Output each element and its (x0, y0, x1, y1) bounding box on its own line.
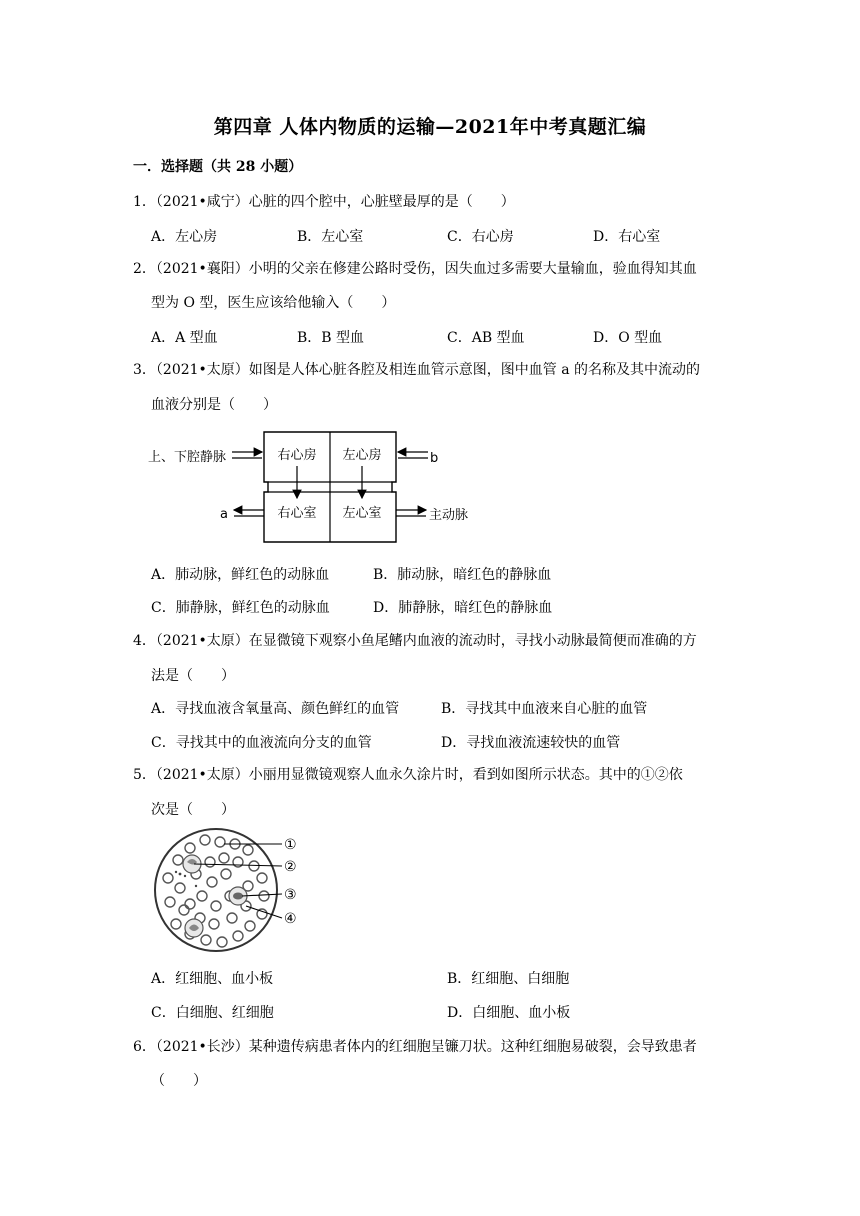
question-3-option-d: D．肺静脉，暗红色的静脉血 (373, 600, 553, 616)
question-1-option-c: C．右心房 (447, 229, 514, 245)
question-3-text-line-2: 血液分别是（ ） (151, 397, 277, 413)
question-5-option-c: C．白细胞、红细胞 (151, 1005, 274, 1021)
question-5-text-line-1: 5．（2021•太原）小丽用显微镜观察人血永久涂片时，看到如图所示状态。其中的①②依 (133, 767, 683, 783)
question-6-text-line-1: 6．（2021•长沙）某种遗传病患者体内的红细胞呈镰刀状。这种红细胞易破裂，会导致患者 (133, 1039, 697, 1055)
question-4-text-line-2: 法是（ ） (151, 668, 235, 684)
question-5-option-d: D．白细胞、血小板 (447, 1005, 571, 1021)
question-5-option-a: A．红细胞、血小板 (151, 971, 274, 987)
question-2-text-line-2: 型为 O 型，医生应该给他输入（ ） (151, 295, 396, 311)
label-b: b (430, 451, 439, 466)
question-3-option-c: C．肺静脉，鲜红色的动脉血 (151, 600, 330, 616)
marker-3: ③ (284, 887, 297, 903)
question-2-option-b: B．B 型血 (297, 330, 365, 346)
question-1-text: 1．（2021•咸宁）心脏的四个腔中，心脏壁最厚的是（ ） (133, 194, 515, 210)
right-ventricle-label: 右心室 (277, 506, 317, 521)
question-2-option-c: C．AB 型血 (447, 330, 525, 346)
page-title: 第四章 人体内物质的运输—2021年中考真题汇编 (213, 116, 647, 138)
question-1-option-b: B．左心室 (297, 229, 364, 245)
question-5-option-b: B．红细胞、白细胞 (447, 971, 570, 987)
right-atrium-label: 右心房 (277, 448, 317, 463)
question-4-option-a: A．寻找血液含氧量高、颜色鲜红的血管 (151, 701, 400, 717)
question-2-option-a: A．A 型血 (151, 330, 218, 346)
left-ventricle-label: 左心室 (342, 506, 382, 521)
question-3-text-line-1: 3．（2021•太原）如图是人体心脏各腔及相连血管示意图，图中血管 a 的名称及其中流动的 (133, 362, 701, 378)
question-5-text-line-2: 次是（ ） (151, 802, 235, 818)
left-atrium-label: 左心房 (342, 448, 382, 463)
marker-1: ① (284, 837, 297, 853)
question-1-option-a: A．左心房 (151, 229, 218, 245)
aorta-label: 主动脉 (429, 508, 469, 523)
question-3-option-a: A．肺动脉，鲜红色的动脉血 (151, 567, 330, 583)
marker-2: ② (284, 859, 297, 875)
label-a: a (220, 507, 228, 522)
question-4-option-c: C．寻找其中的血液流向分支的血管 (151, 735, 372, 751)
blood-smear-diagram (150, 826, 330, 956)
question-2-option-d: D．O 型血 (593, 330, 663, 346)
question-2-text-line-1: 2．（2021•襄阳）小明的父亲在修建公路时受伤，因失血过多需要大量输血，验血得知其血 (133, 261, 697, 277)
marker-4: ④ (284, 911, 297, 927)
question-4-option-b: B．寻找其中血液来自心脏的血管 (441, 701, 648, 717)
question-1-option-d: D．右心室 (593, 229, 661, 245)
vena-cava-label: 上、下腔静脉 (148, 450, 227, 465)
question-6-text-line-2: （ ） (151, 1073, 207, 1089)
question-4-text-line-1: 4．（2021•太原）在显微镜下观察小鱼尾鳍内血液的流动时，寻找小动脉最简便而准确的方 (133, 633, 697, 649)
heart-chambers-diagram (140, 422, 480, 548)
section-heading: 一．选择题（共 28 小题） (133, 159, 303, 175)
smear-markers (284, 837, 297, 927)
question-3-option-b: B．肺动脉，暗红色的静脉血 (373, 567, 552, 583)
question-4-option-d: D．寻找血液流速较快的血管 (441, 735, 621, 751)
